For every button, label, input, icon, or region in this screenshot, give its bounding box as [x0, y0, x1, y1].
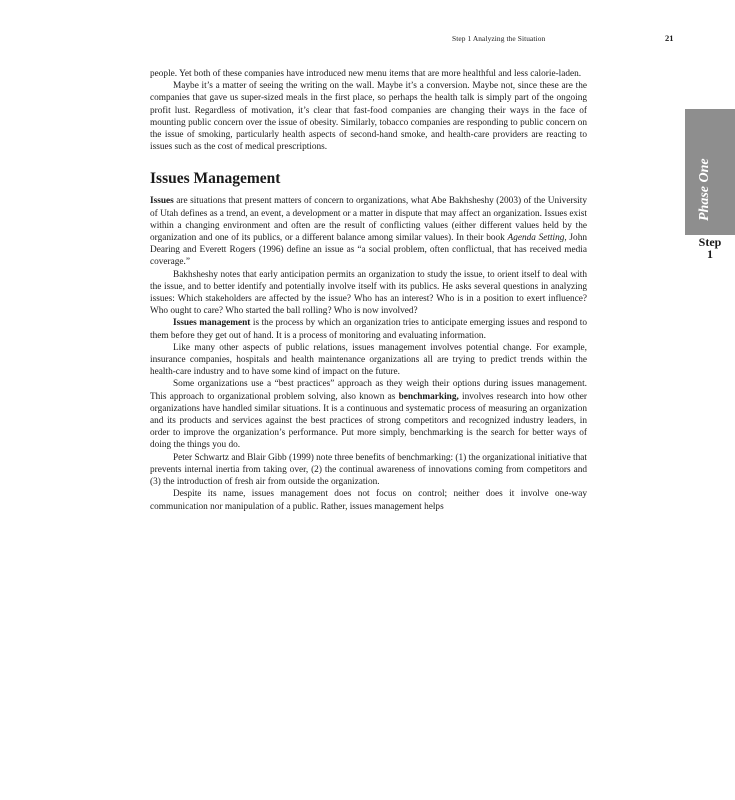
- step-label: [689, 236, 731, 260]
- step-word: Step: [698, 235, 722, 249]
- body-text: [150, 68, 587, 513]
- term-benchmarking: benchmarking,: [398, 391, 459, 402]
- issues-management-paragraph: [150, 317, 587, 341]
- paragraph-text: involves research into how other organizations have handled similar situations. It is a continuous and systematic process of measuring an organization and its products and services against the best practices of strong competitors and recognized industry leaders, in order to improve the organization’s performance. Put more simply, benchmarking is the search for better ways of doing the things you do.: [150, 391, 588, 451]
- paragraph-text: , John Dearing and Everett Rogers (1996) define an issue as “a social problem, often conflictual, that has received media coverage.”: [150, 233, 587, 268]
- intro-paragraph-2: Maybe it’s a matter of seeing the writing on the wall. Maybe it’s a conversion. Maybe not, since these are the companies that gave us super-sized meals in the first place, so perhaps the health talk is simply part of the ongoing profit lust. Regardless of motivation, it’s clear that fast-food companies are changing their ways in the face of mounting public concern over the issue of obesity. Similarly, tobacco companies are responding to public concern on the issue of smoking, particularly health aspects of second-hand smoke, and health-care providers are reacting to issues such as the cost of medical prescriptions.: [150, 81, 587, 153]
- benefits-paragraph: Peter Schwartz and Blair Gibb (1999) note three benefits of benchmarking: (1) the organizational initiative that prevents internal inertia from taking over, (2) the continual awareness of innovations coming from competitors and (3) the introduction of fresh air from outside the organization.: [150, 452, 587, 488]
- potential-change-paragraph: Like many other aspects of public relations, issues management involves potential change. For example, insurance companies, hospitals and health maintenance organizations all are trying to predict trends within the health-care industry and to have some kind of impact on the future.: [150, 342, 587, 378]
- term-issues-management: Issues management: [173, 318, 251, 329]
- page-number: 21: [665, 33, 674, 43]
- step-number: 1: [707, 247, 713, 261]
- bakhsheshy-paragraph: Bakhsheshy notes that early anticipation permits an organization to study the issue, to orient itself to deal with the issue, and to better identify and potentially involve itself with its publics. He asks several questions in analyzing issues: Which stakeholders are affected by the issue? Who has an interest? Who is in a position to exert influence? Who ought to care? Who started the ball rolling? Who is now involved?: [150, 269, 587, 317]
- running-head: Step 1 Analyzing the Situation: [452, 34, 546, 43]
- intro-paragraph-1: people. Yet both of these companies have introduced new menu items that are more healthful and less calorie-laden.: [150, 69, 582, 79]
- issues-definition-paragraph: [150, 195, 587, 268]
- book-title: Agenda Setting: [507, 233, 565, 244]
- paragraph-text: Some organizations use a “best practices” approach as they weigh their options during issues management. This approach to organizational problem solving, also known as: [150, 379, 587, 402]
- term-issues: Issues: [150, 196, 174, 207]
- benchmarking-paragraph: [150, 378, 587, 451]
- section-heading: Issues Management: [150, 170, 281, 188]
- paragraph-text: is the process by which an organization tries to anticipate emerging issues and respond to them before they get out of hand. It is a process of monitoring and evaluating information.: [150, 318, 587, 341]
- phase-label: Phase One: [697, 158, 712, 221]
- closing-paragraph: Despite its name, issues management does not focus on control; neither does it involve one-way communication nor manipulation of a public. Rather, issues management helps: [150, 489, 587, 512]
- paragraph-text: are situations that present matters of concern to organizations, what Abe Bakhsheshy (2003) of the University of Utah defines as a trend, an event, a development or a matter in dispute that may affect an organization. Issues exist within a changing environment and often are the result of conflicting values (either different values held by the organization and one of its publics, or a different balance among similar values). In their book: [150, 196, 587, 244]
- phase-tab: [685, 109, 735, 235]
